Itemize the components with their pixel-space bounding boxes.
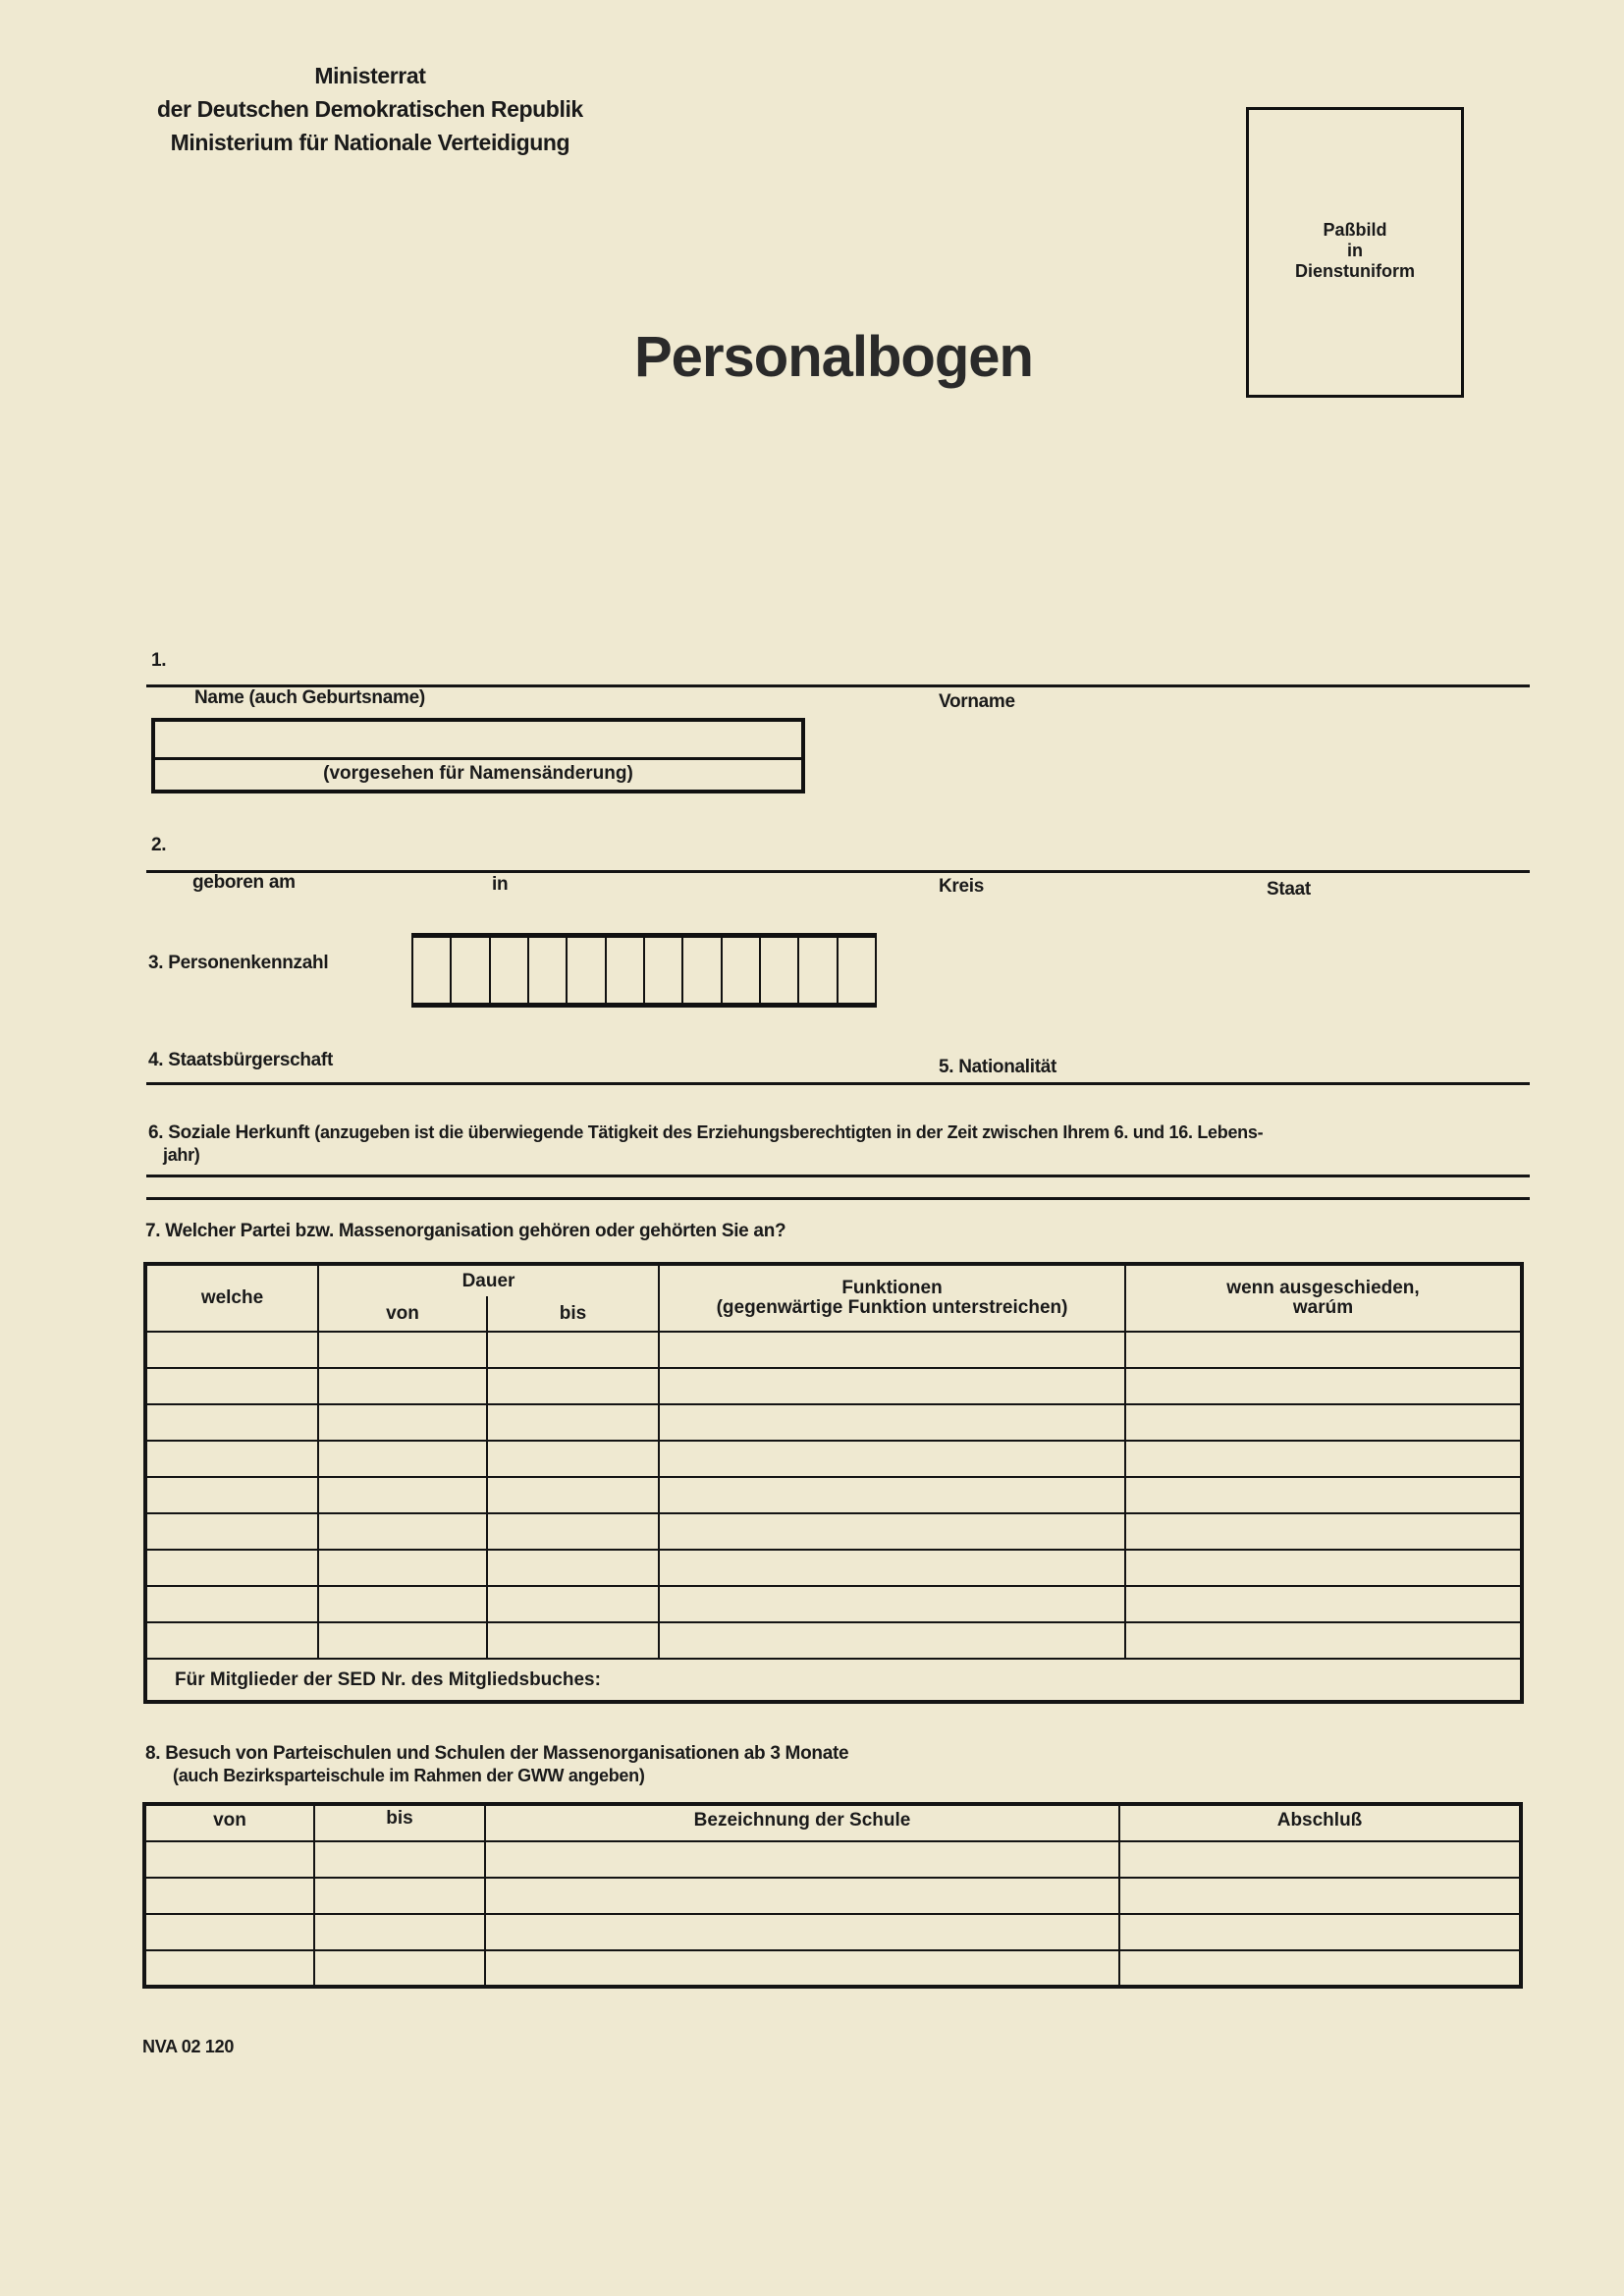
entry-cell[interactable] (659, 1368, 1125, 1404)
table-row (145, 1368, 1522, 1404)
vorname-label: Vorname (939, 691, 1015, 712)
table-row (144, 1878, 1521, 1914)
entry-cell[interactable] (314, 1914, 485, 1950)
entry-cell[interactable] (1125, 1441, 1522, 1477)
entry-cell[interactable] (144, 1914, 314, 1950)
entry-cell[interactable] (318, 1622, 487, 1659)
entry-cell[interactable] (145, 1477, 318, 1513)
col-ausgeschieden (1125, 1264, 1522, 1332)
entry-cell[interactable] (487, 1368, 659, 1404)
name-change-label: (vorgesehen für Namensänderung) (323, 763, 633, 784)
entry-cell[interactable] (318, 1550, 487, 1586)
col-bezeichnung: Bezeichnung der Schule (485, 1804, 1119, 1841)
entry-cell[interactable] (1125, 1368, 1522, 1404)
warum-label: warúm (1292, 1297, 1354, 1318)
entry-cell[interactable] (145, 1441, 318, 1477)
entry-cell[interactable] (318, 1586, 487, 1622)
name-label: Name (auch Geburtsname) (194, 687, 425, 708)
entry-cell[interactable] (485, 1950, 1119, 1987)
table-row (144, 1950, 1521, 1987)
entry-cell[interactable] (487, 1513, 659, 1550)
authority-line: Ministerrat (314, 63, 426, 88)
table-row (145, 1513, 1522, 1550)
entry-cell[interactable] (1119, 1950, 1521, 1987)
section7-question: 7. Welcher Partei bzw. Massenorganisation gehören oder gehörten Sie an? (145, 1221, 786, 1241)
entry-cell[interactable] (487, 1622, 659, 1659)
table-row (145, 1586, 1522, 1622)
col-von: von (318, 1296, 487, 1332)
section8-subtitle: (auch Bezirksparteischule im Rahmen der GWW angeben) (173, 1766, 645, 1785)
col-von: von (144, 1804, 314, 1841)
personenkennzahl-label: 3. Personenkennzahl (148, 953, 329, 973)
entry-cell[interactable] (1125, 1513, 1522, 1550)
col-bis: bis (314, 1804, 485, 1841)
table-row (144, 1841, 1521, 1878)
form-code: NVA 02 120 (142, 2037, 235, 2056)
entry-cell[interactable] (144, 1878, 314, 1914)
entry-cell[interactable] (659, 1622, 1125, 1659)
entry-cell[interactable] (145, 1368, 318, 1404)
col-dauer: Dauer (318, 1264, 659, 1296)
passport-photo-box (1246, 107, 1464, 398)
party-membership-table (143, 1262, 1524, 1704)
entry-cell[interactable] (318, 1513, 487, 1550)
entry-cell[interactable] (659, 1332, 1125, 1368)
table-row (144, 1914, 1521, 1950)
entry-cell[interactable] (659, 1586, 1125, 1622)
entry-cell[interactable] (145, 1513, 318, 1550)
table-row (145, 1441, 1522, 1477)
entry-cell[interactable] (659, 1404, 1125, 1441)
entry-cell[interactable] (145, 1404, 318, 1441)
entry-cell[interactable] (145, 1332, 318, 1368)
entry-cell[interactable] (1125, 1622, 1522, 1659)
soziale-herkunft-note: (anzugeben ist die überwiegende Tätigkeit des Erziehungsberechtigten in der Zeit zwischen Ihrem 6. und 16. Lebens- (314, 1122, 1264, 1142)
entry-cell[interactable] (144, 1841, 314, 1878)
entry-cell[interactable] (145, 1586, 318, 1622)
table-row (145, 1332, 1522, 1368)
entry-cell[interactable] (487, 1586, 659, 1622)
entry-cell[interactable] (1125, 1332, 1522, 1368)
authority-line: der Deutschen Demokratischen Republik (157, 96, 583, 122)
photo-label: Dienstuniform (1294, 261, 1415, 281)
entry-cell[interactable] (485, 1841, 1119, 1878)
entry-cell[interactable] (318, 1441, 487, 1477)
entry-cell[interactable] (314, 1950, 485, 1987)
staat-label: Staat (1267, 879, 1311, 900)
nationalitaet-label: 5. Nationalität (939, 1057, 1057, 1077)
entry-cell[interactable] (659, 1513, 1125, 1550)
entry-cell[interactable] (1125, 1550, 1522, 1586)
col-funktionen (659, 1264, 1125, 1332)
divider (146, 870, 1530, 873)
staatsbuergerschaft-label: 4. Staatsbürgerschaft (148, 1050, 333, 1070)
entry-cell[interactable] (318, 1404, 487, 1441)
entry-cell[interactable] (487, 1404, 659, 1441)
entry-cell[interactable] (487, 1332, 659, 1368)
section-number: 1. (151, 650, 167, 671)
entry-cell[interactable] (487, 1477, 659, 1513)
divider (146, 1197, 1530, 1200)
divider (146, 1082, 1530, 1085)
entry-cell[interactable] (145, 1550, 318, 1586)
soziale-herkunft-note-cont: jahr) (163, 1145, 200, 1165)
personenkennzahl-field[interactable] (411, 933, 877, 1008)
entry-cell[interactable] (485, 1878, 1119, 1914)
kreis-label: Kreis (939, 876, 985, 897)
entry-cell[interactable] (1125, 1477, 1522, 1513)
table-row (145, 1477, 1522, 1513)
entry-cell[interactable] (318, 1368, 487, 1404)
entry-cell[interactable] (485, 1914, 1119, 1950)
entry-cell[interactable] (314, 1878, 485, 1914)
entry-cell[interactable] (318, 1332, 487, 1368)
soziale-herkunft-title: 6. Soziale Herkunft (148, 1122, 310, 1143)
entry-cell[interactable] (1119, 1914, 1521, 1950)
entry-cell[interactable] (1119, 1841, 1521, 1878)
birthplace-label: in (492, 874, 509, 895)
table-row (145, 1622, 1522, 1659)
ausgeschieden-label: wenn ausgeschieden, (1226, 1278, 1420, 1298)
section-number: 2. (151, 835, 167, 855)
soziale-herkunft-label (148, 1121, 1533, 1167)
page-title: Personalbogen (634, 325, 1033, 389)
entry-cell[interactable] (144, 1950, 314, 1987)
section8-title-block (145, 1743, 848, 1786)
authority-line: Ministerium für Nationale Verteidigung (170, 130, 570, 155)
entry-cell[interactable] (145, 1622, 318, 1659)
entry-cell[interactable] (314, 1841, 485, 1878)
party-schools-table (142, 1802, 1523, 1989)
funktionen-label: Funktionen (841, 1278, 943, 1298)
divider (146, 1175, 1530, 1177)
birthdate-label: geboren am (192, 872, 296, 893)
photo-label: in (1347, 241, 1363, 260)
entry-cell[interactable] (487, 1441, 659, 1477)
sed-label: Für Mitglieder der SED Nr. des Mitgliedsbuches: (175, 1668, 601, 1690)
issuing-authority (157, 59, 583, 159)
entry-cell[interactable] (1125, 1586, 1522, 1622)
name-field[interactable] (151, 718, 805, 793)
entry-cell[interactable] (1125, 1404, 1522, 1441)
section8-title: 8. Besuch von Parteischulen und Schulen der Massenorganisationen ab 3 Monate (145, 1743, 849, 1764)
sed-membership-field[interactable] (145, 1659, 1522, 1702)
entry-cell[interactable] (1119, 1878, 1521, 1914)
table-row (145, 1550, 1522, 1586)
table-row (145, 1404, 1522, 1441)
entry-cell[interactable] (487, 1550, 659, 1586)
entry-cell[interactable] (318, 1477, 487, 1513)
funktionen-note: (gegenwärtige Funktion unterstreichen) (716, 1297, 1068, 1318)
col-welche: welche (145, 1264, 318, 1332)
col-abschluss: Abschluß (1119, 1804, 1521, 1841)
entry-cell[interactable] (659, 1550, 1125, 1586)
entry-cell[interactable] (659, 1477, 1125, 1513)
col-bis: bis (487, 1296, 659, 1332)
entry-cell[interactable] (659, 1441, 1125, 1477)
photo-label: Paßbild (1323, 220, 1387, 240)
